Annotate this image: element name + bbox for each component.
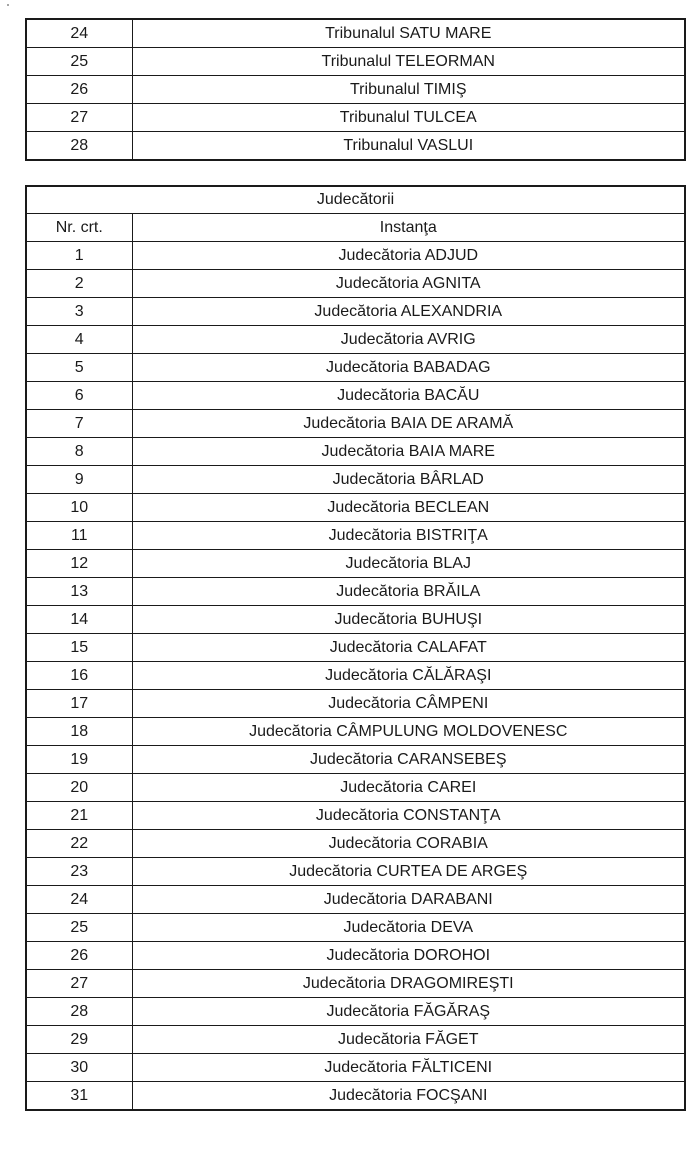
table-row — [26, 104, 685, 132]
table-row — [26, 522, 685, 550]
row-number-cell: 16 — [26, 662, 132, 690]
column-header-instance: Instanţa — [132, 214, 685, 242]
table-row — [26, 382, 685, 410]
row-number-cell: 25 — [26, 48, 132, 76]
row-number-cell: 20 — [26, 774, 132, 802]
row-number-cell: 26 — [26, 942, 132, 970]
row-number-cell: 7 — [26, 410, 132, 438]
row-number-cell: 24 — [26, 886, 132, 914]
table-row — [26, 438, 685, 466]
instance-name-cell: Tribunalul TELEORMAN — [132, 48, 685, 76]
table-row — [26, 774, 685, 802]
instance-name-cell: Judecătoria CARANSEBEŞ — [132, 746, 685, 774]
row-number-cell: 9 — [26, 466, 132, 494]
row-number-cell: 23 — [26, 858, 132, 886]
row-number-cell: 1 — [26, 242, 132, 270]
instance-name-cell: Judecătoria CÂMPULUNG MOLDOVENESC — [132, 718, 685, 746]
row-number-cell: 18 — [26, 718, 132, 746]
table-row — [26, 1082, 685, 1111]
instance-name-cell: Tribunalul VASLUI — [132, 132, 685, 161]
courts-table-title-row — [26, 186, 685, 214]
table-row — [26, 634, 685, 662]
table-row — [26, 942, 685, 970]
instance-name-cell: Judecătoria BAIA MARE — [132, 438, 685, 466]
instance-name-cell: Judecătoria DARABANI — [132, 886, 685, 914]
instance-name-cell: Judecătoria FĂLTICENI — [132, 1054, 685, 1082]
row-number-cell: 24 — [26, 19, 132, 48]
row-number-cell: 27 — [26, 104, 132, 132]
table-row — [26, 354, 685, 382]
row-number-cell: 11 — [26, 522, 132, 550]
table-row — [26, 76, 685, 104]
table-row — [26, 1026, 685, 1054]
row-number-cell: 13 — [26, 578, 132, 606]
scan-speck — [7, 4, 9, 6]
instance-name-cell: Judecătoria BRĂILA — [132, 578, 685, 606]
table-row — [26, 886, 685, 914]
table-row — [26, 606, 685, 634]
row-number-cell: 14 — [26, 606, 132, 634]
table-row — [26, 132, 685, 161]
instance-name-cell: Judecătoria BACĂU — [132, 382, 685, 410]
table-row — [26, 914, 685, 942]
instance-name-cell: Judecătoria BÂRLAD — [132, 466, 685, 494]
column-header-nr: Nr. crt. — [26, 214, 132, 242]
instance-name-cell: Judecătoria AVRIG — [132, 326, 685, 354]
table-row — [26, 998, 685, 1026]
table-row — [26, 242, 685, 270]
instance-name-cell: Judecătoria CALAFAT — [132, 634, 685, 662]
row-number-cell: 17 — [26, 690, 132, 718]
row-number-cell: 21 — [26, 802, 132, 830]
row-number-cell: 15 — [26, 634, 132, 662]
row-number-cell: 26 — [26, 76, 132, 104]
table-row — [26, 690, 685, 718]
table-row — [26, 298, 685, 326]
instance-name-cell: Judecătoria FOCŞANI — [132, 1082, 685, 1111]
instance-name-cell: Judecătoria FĂGET — [132, 1026, 685, 1054]
table-row — [26, 858, 685, 886]
tribunals-table — [25, 18, 686, 161]
table-row — [26, 578, 685, 606]
row-number-cell: 12 — [26, 550, 132, 578]
instance-name-cell: Judecătoria BAIA DE ARAMĂ — [132, 410, 685, 438]
row-number-cell: 31 — [26, 1082, 132, 1111]
instance-name-cell: Judecătoria BLAJ — [132, 550, 685, 578]
instance-name-cell: Judecătoria CÂMPENI — [132, 690, 685, 718]
row-number-cell: 25 — [26, 914, 132, 942]
courts-table — [25, 185, 686, 1111]
table-row — [26, 662, 685, 690]
courts-table-body — [26, 242, 685, 1111]
instance-name-cell: Judecătoria FĂGĂRAŞ — [132, 998, 685, 1026]
table-row — [26, 830, 685, 858]
row-number-cell: 6 — [26, 382, 132, 410]
tribunals-table-body — [26, 19, 685, 160]
table-row — [26, 494, 685, 522]
row-number-cell: 3 — [26, 298, 132, 326]
row-number-cell: 28 — [26, 998, 132, 1026]
instance-name-cell: Judecătoria CORABIA — [132, 830, 685, 858]
row-number-cell: 10 — [26, 494, 132, 522]
instance-name-cell: Judecătoria BUHUŞI — [132, 606, 685, 634]
instance-name-cell: Judecătoria CONSTANŢA — [132, 802, 685, 830]
instance-name-cell: Judecătoria DRAGOMIREŞTI — [132, 970, 685, 998]
table-row — [26, 270, 685, 298]
row-number-cell: 30 — [26, 1054, 132, 1082]
instance-name-cell: Judecătoria ADJUD — [132, 242, 685, 270]
row-number-cell: 8 — [26, 438, 132, 466]
row-number-cell: 2 — [26, 270, 132, 298]
instance-name-cell: Judecătoria ALEXANDRIA — [132, 298, 685, 326]
instance-name-cell: Judecătoria CAREI — [132, 774, 685, 802]
instance-name-cell: Judecătoria BISTRIŢA — [132, 522, 685, 550]
instance-name-cell: Tribunalul TIMIŞ — [132, 76, 685, 104]
instance-name-cell: Tribunalul TULCEA — [132, 104, 685, 132]
row-number-cell: 22 — [26, 830, 132, 858]
row-number-cell: 27 — [26, 970, 132, 998]
instance-name-cell: Tribunalul SATU MARE — [132, 19, 685, 48]
row-number-cell: 5 — [26, 354, 132, 382]
table-row — [26, 746, 685, 774]
table-row — [26, 1054, 685, 1082]
table-row — [26, 550, 685, 578]
table-row — [26, 410, 685, 438]
courts-table-title: Judecătorii — [26, 186, 685, 214]
row-number-cell: 29 — [26, 1026, 132, 1054]
row-number-cell: 19 — [26, 746, 132, 774]
table-row — [26, 19, 685, 48]
instance-name-cell: Judecătoria CĂLĂRAŞI — [132, 662, 685, 690]
table-row — [26, 466, 685, 494]
courts-table-header-row — [26, 214, 685, 242]
table-row — [26, 970, 685, 998]
instance-name-cell: Judecătoria AGNITA — [132, 270, 685, 298]
row-number-cell: 4 — [26, 326, 132, 354]
instance-name-cell: Judecătoria BABADAG — [132, 354, 685, 382]
table-row — [26, 718, 685, 746]
instance-name-cell: Judecătoria DOROHOI — [132, 942, 685, 970]
row-number-cell: 28 — [26, 132, 132, 161]
table-row — [26, 802, 685, 830]
instance-name-cell: Judecătoria CURTEA DE ARGEŞ — [132, 858, 685, 886]
instance-name-cell: Judecătoria DEVA — [132, 914, 685, 942]
instance-name-cell: Judecătoria BECLEAN — [132, 494, 685, 522]
table-row — [26, 48, 685, 76]
table-row — [26, 326, 685, 354]
